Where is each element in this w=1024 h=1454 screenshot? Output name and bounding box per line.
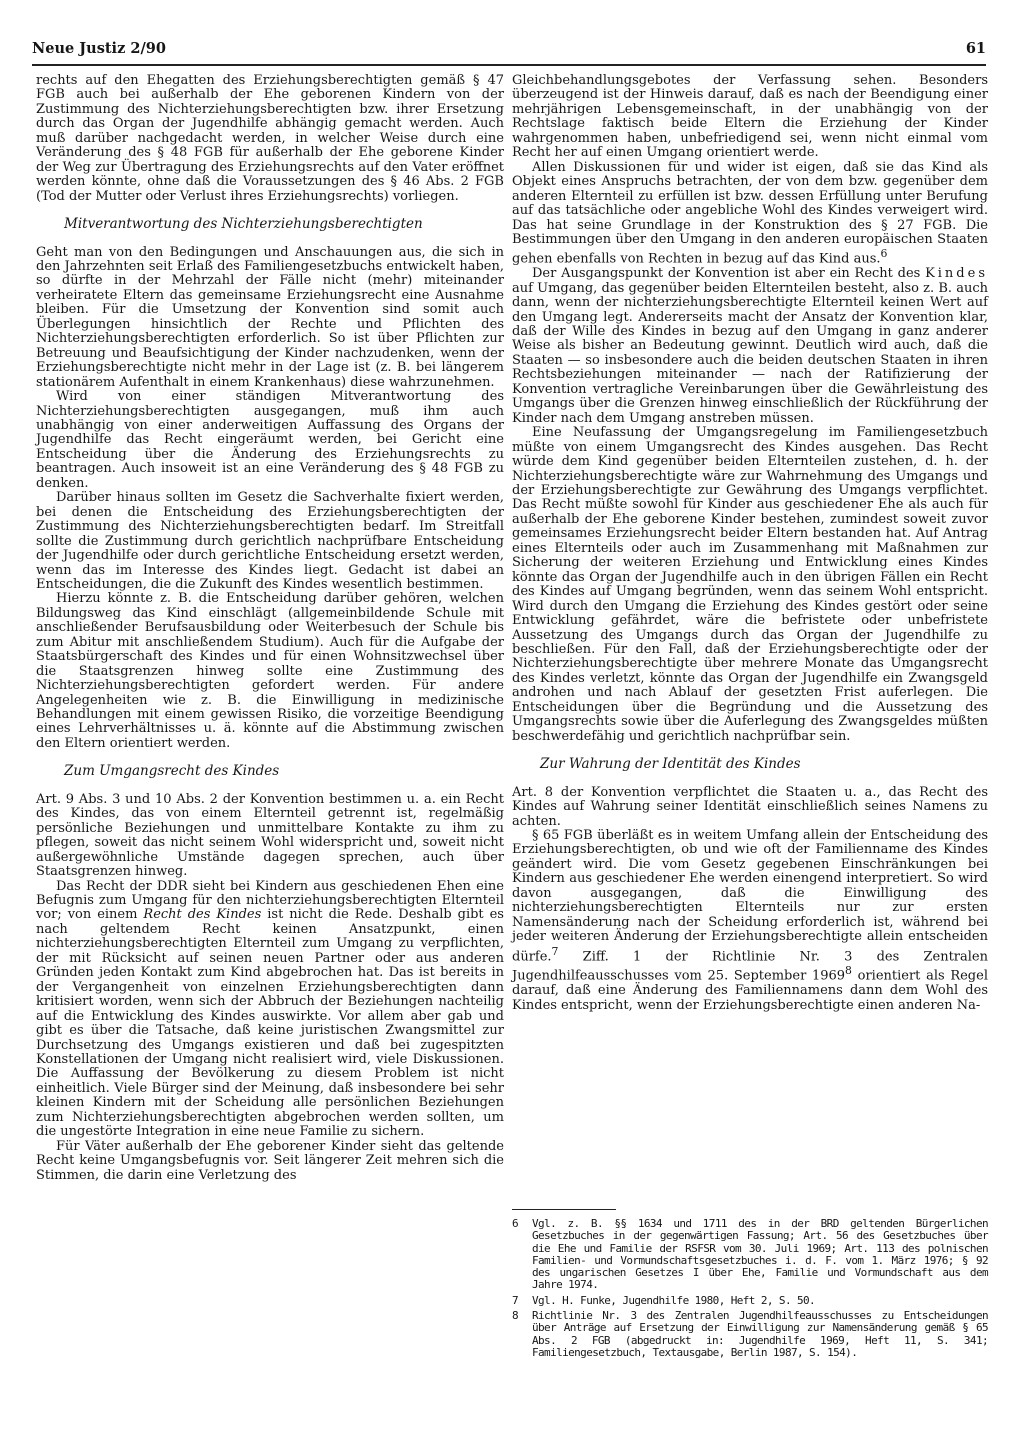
header-rule	[32, 64, 986, 66]
footnote-text: Richtlinie Nr. 3 des Zentralen Jugendhilfeausschusses zu Entscheidungen über Anträge auf Ersetzung der Einwilligung zur Namensänderung gemäß § 65 Abs. 2 FGB (abgedruckt in: Jugendhilfe 1969, Heft 11, S. 341; Familiengesetzbuch, Textausgabe, Berlin 1987, S. 154).	[532, 1309, 988, 1359]
text-run: Der Ausgangspunkt der Konvention ist aber ein Recht des	[532, 266, 921, 282]
text-run: Das Recht der DDR sieht bei Kindern aus geschiedenen Ehen eine Befugnis zum Umgang für den nichterziehungsberechtigten Elternteil vor; von einem	[36, 878, 504, 923]
section-heading: Mitverantwortung des Nichterziehungsberechtigten	[64, 216, 423, 233]
paragraph: Gleichbehandlungsgebotes der Verfassung sehen. Besonders überzeugend ist der Hinweis darauf, daß es nach der Beendigung einer mehrjährigen Lebensgemeinschaft, in der unabhängig von der Rechtslage faktisch beide Eltern die Erziehung der Kinder wahrgenommen haben, unbefriedigend sei, wenn nicht einmal vom Recht her auf einen Umgang orientiert werde.	[512, 73, 988, 161]
footnote-text: Vgl. z. B. §§ 1634 und 1711 des in der BRD geltenden Bürgerlichen Gesetzbuches in der gegenwärtigen Fassung; Art. 56 des Gesetzbuches über die Ehe und Familie der RSFSR vom 30. Juli 1969; Art. 113 des polnischen Familien- und Vormundschaftsgesetzbuches i. d. F. vom 1. März 1976; § 92 des ungarischen Gesetzes I über Ehe, Familie und Vormundschaft aus dem Jahre 1974.	[532, 1217, 988, 1292]
footnote	[512, 1295, 988, 1307]
paragraph: Wird von einer ständigen Mitverantwortung des Nichterziehungsberechtigten ausgegangen, muß ihm auch unabhängig von einer anderweitigen Auffassung des Organs der Jugendhilfe das Recht eingeräumt werden, bei Gericht eine Entscheidung über die Änderung des Erziehungsrechts zu beantragen. Auch insoweit ist an eine Veränderung des § 48 FGB zu denken.	[36, 389, 504, 491]
paragraph: Hierzu könnte z. B. die Entscheidung darüber gehören, welchen Bildungsweg das Kind einschlägt (allgemeinbildende Schule mit anschließender Berufsausbildung oder Weiterbesuch der Schule bis zum Abitur mit anschließendem Studium). Auch für die Aufgabe der Staatsbürgerschaft des Kindes und für einen Wohnsitzwechsel über die Staatsgrenzen hinweg sollte eine Zustimmung des Nichterziehungsberechtigten gefordert werden. Für andere Angelegenheiten wie z. B. die Einwilligung in medizinische Behandlungen mit einem gewissen Risiko, die vorzeitige Beendigung eines Lehrverhältnisses u. ä. könnte auf die Abstimmung zwischen den Eltern orientiert werden.	[36, 591, 504, 751]
section-heading: Zum Umgangsrecht des Kindes	[64, 763, 280, 780]
left-column	[36, 74, 504, 1183]
paragraph: rechts auf den Ehegatten des Erziehungsberechtigten gemäß § 47 FGB auch bei außerhalb der Ehe geborenen Kindern von der Zustimmung des Nichterziehungsberechtigten bzw. ihrer Ersetzung durch das Organ der Jugendhilfe abhängig gemacht werden. Auch muß darüber nachgedacht werden, in welcher Weise durch eine Veränderung des § 48 FGB für außerhalb der Ehe geborene Kinder der Weg zur Übertragung des Erziehungsrechts auf den Vater eröffnet werden könnte, ohne daß die Voraussetzungen des § 46 Abs. 2 FGB (Tod der Mutter oder Verlust ihres Erziehungsrechts) vorliegen.	[36, 73, 504, 204]
paragraph: Eine Neufassung der Umgangsregelung im Familiengesetzbuch müßte von einem Umgangsrecht des Kindes ausgehen. Das Recht würde dem Kind gegenüber beiden Elternteilen zustehen, d. h. der Nichterziehungsberechtigte wäre zur Wahrnehmung des Umgangs und der Erziehungsberechtigte zur Gewährung des Umgangs verpflichtet. Das Recht müßte sowohl für Kinder aus geschiedener Ehe als auch für außerhalb der Ehe geborene Kinder bestehen, zumindest soweit zuvor gemeinsames Erziehungsrecht beider Eltern bestanden hat. Auf Antrag eines Elternteils oder auch im Zusammenhang mit Maßnahmen zur Sicherung der weiteren Erziehung und Entwicklung eines Kindes könnte das Organ der Jugendhilfe auch in den übrigen Fällen ein Recht des Kindes auf Umgang begründen, wenn das seinem Wohl entspricht. Wird durch den Umgang die Erziehung des Kindes gestört oder seine Entwicklung gefährdet, wäre die befristete oder unbefristete Aussetzung des Umgangs durch das Organ der Jugendhilfe zu beschließen. Für den Fall, daß der Erziehungsberechtigte oder der Nichterziehungsberechtigte über mehrere Monate das Umgangsrecht des Kindes verletzt, könnte das Organ der Jugendhilfe ein Zwangsgeld androhen und nach Ablauf der gesetzten Frist auferlegen. Die Entscheidungen über die Begründung und die Aussetzung des Umgangsrechts sowie über die Auferlegung des Zwangsgeldes müßten beschwerdefähig und gerichtlich nachprüfbar sein.	[512, 425, 988, 744]
text-run: orientiert als Regel darauf, daß eine Änderung des Familiennamens dann dem Wohl des Kindes entspricht, wenn der Erziehungsberechtigte einen anderen Na-	[512, 968, 988, 1013]
text-run: Allen Diskussionen für und wider ist eigen, daß sie das Kind als Objekt eines Anspruchs betrachten, der von dem bzw. gegenüber dem anderen Elternteil zu erfüllen ist bzw. dessen Erfüllung unter Berufung auf das tatsächliche oder angebliche Wohl des Kindes verweigert wird. Das hat seine Grundlage in der Konstruktion des § 27 FGB. Die Bestimmungen über den Umgang in den anderen europäischen Staaten gehen ebenfalls von Rechten in bezug auf das Kind aus.	[512, 159, 988, 267]
footnote-text: Vgl. H. Funke, Jugendhilfe 1980, Heft 2, S. 50.	[532, 1293, 816, 1307]
text-run: auf Umgang, das gegenüber beiden Elternteilen besteht, also z. B. auch dann, wenn der nichterziehungsberechtigte Elternteil keinen Wert auf den Umgang legt. Andererseits macht der Ansatz der Konvention klar, daß der Wille des Kindes in bezug auf den Umgang in ganz anderer Weise als bisher an Bedeutung gewinnt. Deutlich wird auch, daß die Staaten — so insbesondere auch die beiden deutschen Staaten in ihren Rechtsbeziehungen miteinander — nach der Ratifizierung der Konvention vertragliche Vereinbarungen über die Gewährleistung des Umgangs über die Grenzen hinweg einschließlich der Rückführung der Kinder nach dem Umgang anstreben müssen.	[512, 280, 988, 426]
text-run: ist nicht die Rede. Deshalb gibt es nach geltendem Recht keinen Ansatzpunkt, einen nichterziehungsberechtigten Elternteil zum Umgang zu verpflichten, der mit Rücksicht auf seinen neuen Partner oder aus anderen Gründen jeden Kontakt zum Kind abgebrochen hat. Das ist bereits in der Vergangenheit von einzelnen Erziehungsberechtigten dann kritisiert worden, wenn sich der Abbruch der Beziehungen nachteilig auf die Entwicklung des Kindes auswirkte. Vor allem aber gab und gibt es über die Tatsache, daß keine juristischen Zwangsmittel zur Durchsetzung des Umgangs existieren und daß bei zugespitzten Konstellationen der Umgang nicht realisiert wird, viele Diskussionen. Die Auffassung der Bevölkerung zu diesem Problem ist nicht einheitlich. Viele Bürger sind der Meinung, daß insbesondere bei sehr kleinen Kindern mit der Scheidung alle persönlichen Beziehungen zum Nichterziehungsberechtigten abgebrochen werden sollten, um die ungestörte Integration in eine neue Familie zu sichern.	[36, 907, 504, 1140]
footnotes	[512, 1218, 988, 1362]
footnote	[512, 1310, 988, 1359]
text-run: § 65 FGB überläßt es in weitem Umfang allein der Entscheidung des Erziehungsberechtigten, ob und wie oft der Familienname des Kindes geändert wird. Die vom Gesetz gegebenen Einschränkungen bei Kindern aus geschiedener Ehe werden einengend interpretiert. So wird davon ausgegangen, daß die Einwilligung des nichterziehungsberechtigten Elternteils nur zur ersten Namensänderung nach der Scheidung erforderlich ist, während bei jeder weiteren Änderung der Erziehungsberechtigte allein entscheiden dürfe.	[512, 827, 988, 964]
paragraph: Art. 9 Abs. 3 und 10 Abs. 2 der Konvention bestimmen u. a. ein Recht des Kindes, das von einem Elternteil getrennt ist, regelmäßig persönliche Beziehungen und unmittelbare Kontakte zu ihm zu pflegen, soweit das nicht seinem Wohl widerspricht und, soweit nicht außergewöhnliche Umstände dagegen sprechen, auch über Staatsgrenzen hinweg.	[36, 791, 504, 880]
paragraph: Geht man von den Bedingungen und Anschauungen aus, die sich in den Jahrzehnten seit Erlaß des Familiengesetzbuchs entwickelt haben, so dürfte in der Mehrzahl der Fälle nicht (mehr) miteinander verheiratete Eltern das gemeinsame Erziehungsrecht eine Ausnahme bleiben. Für die Umsetzung der Konvention sind somit auch Überlegungen hinsichtlich der Rechte und Pflichten des Nichterziehungsberechtigten erforderlich. So ist über Pflichten zur Betreuung und Beaufsichtigung der Kinder nachzudenken, wenn der Erziehungsberechtigte nicht mehr in der Lage ist (z. B. bei längerem stationärem Aufenthalt in einem Krankenhaus) diese wahrzunehmen.	[36, 244, 504, 390]
footnote-ref: 8	[845, 964, 852, 978]
footnote-ref: 7	[551, 944, 559, 958]
footnote-rule	[512, 1209, 616, 1210]
page-number: 61	[965, 40, 986, 57]
footnote	[512, 1218, 988, 1292]
footnote-number: 6	[512, 1217, 519, 1230]
footnote-number: 7	[512, 1293, 519, 1307]
section-heading: Zur Wahrung der Identität des Kindes	[540, 756, 801, 773]
paragraph	[512, 267, 988, 426]
footnote-number: 8	[512, 1309, 519, 1323]
paragraph: Für Väter außerhalb der Ehe geborener Kinder sieht das geltende Recht keine Umgangsbefugnis vor. Seit längerer Zeit mehren sich die Stimmen, die darin eine Verletzung des	[36, 1138, 504, 1183]
paragraph	[512, 829, 988, 1013]
spaced-emphasis: Kindes	[925, 266, 988, 282]
footnote-ref: 6	[880, 247, 888, 261]
journal-title: Neue Justiz 2/90	[32, 40, 166, 57]
paragraph	[512, 161, 988, 268]
right-column	[512, 74, 988, 1013]
paragraph: Art. 8 der Konvention verpflichtet die Staaten u. a., das Recht des Kindes auf Wahrung seiner Identität einschließlich seines Namens zu achten.	[512, 784, 988, 829]
paragraph	[36, 880, 504, 1140]
text-run: Ziff. 1 der Richtlinie Nr. 3 des Zentralen Jugendhilfeausschusses vom 25. September 1969	[512, 948, 988, 984]
paragraph: Darüber hinaus sollten im Gesetz die Sachverhalte fixiert werden, bei denen die Entscheidung des Erziehungsberechtigten der Zustimmung des Nichterziehungsberechtigten bedarf. Im Streitfall sollte die Zustimmung durch gerichtlich nachprüfbare Entscheidung der Jugendhilfe oder durch gerichtliche Entscheidung ersetzt werden, wenn das im Interesse des Kindes liegt. Gedacht ist dabei an Entscheidungen, die die Zukunft des Kindes wesentlich bestimmen.	[36, 490, 504, 592]
emphasis: Recht des Kindes	[143, 907, 262, 923]
page-header	[32, 40, 986, 64]
